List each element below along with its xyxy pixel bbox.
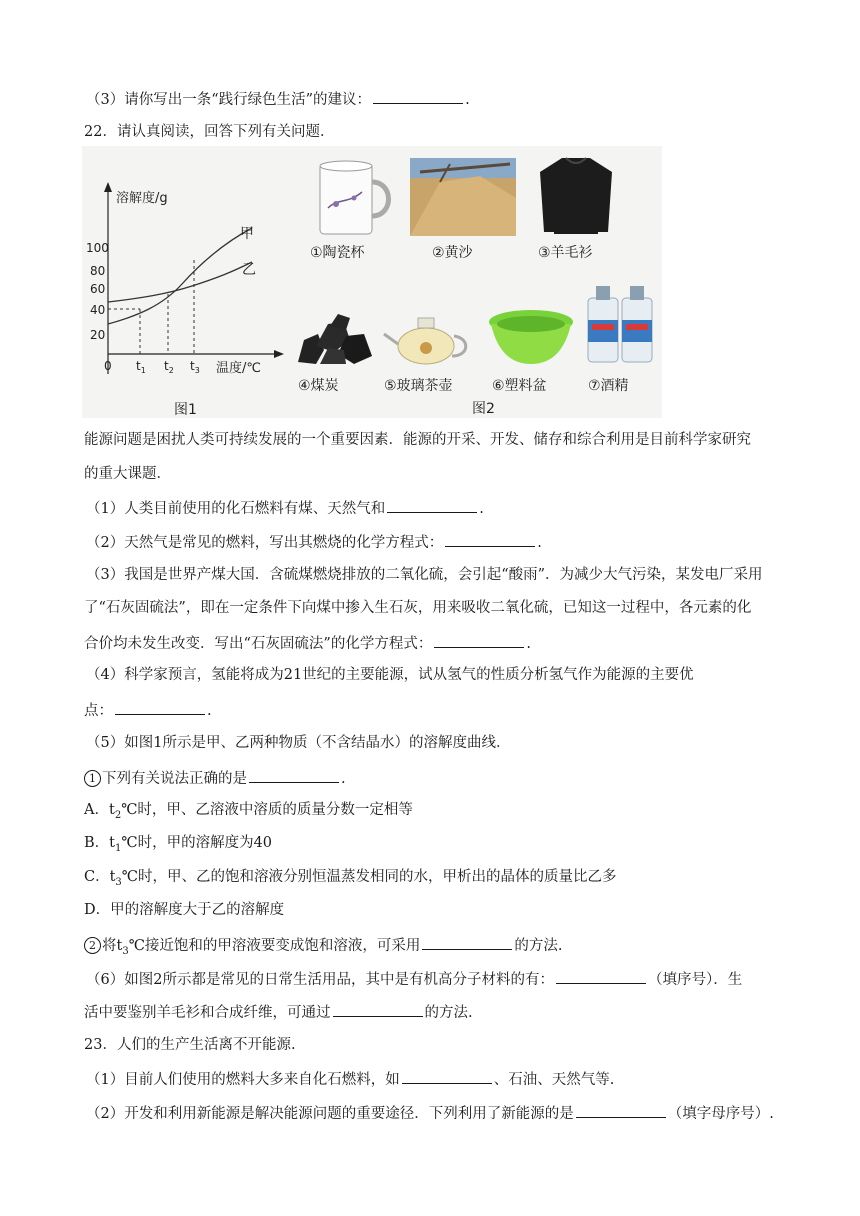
option-b[interactable]: B．$t_1℃$时，甲的溶解度为40: [84, 835, 273, 854]
part-4-line-1: （4）科学家预言，氢能将成为21世纪的主要能源，试从氢气的性质分析氢气作为能源的主要优: [86, 667, 694, 683]
y-tick-80: 80: [90, 264, 106, 278]
answer-blank[interactable]: [333, 1001, 423, 1017]
circled-number: 1: [84, 770, 101, 787]
figure1-caption: 图1: [174, 402, 197, 418]
y-tick-20: 20: [90, 328, 106, 342]
sweater-image: [536, 154, 616, 236]
y-tick-40: 40: [90, 303, 106, 317]
origin-label: 0: [104, 359, 112, 373]
x-tick-t3: $t_3$: [190, 359, 200, 375]
x-tick-t1: $t_1$: [136, 359, 146, 375]
part-1: （1）人类目前使用的化石燃料有煤、天然气和 .: [86, 497, 484, 519]
answer-blank[interactable]: [434, 632, 524, 648]
glass-teapot-image: [382, 308, 472, 368]
answer-blank[interactable]: [387, 497, 477, 513]
part-5-question-1: 1 下列有关说法正确的是 .: [84, 767, 346, 789]
answer-blank[interactable]: [249, 767, 339, 783]
option-a[interactable]: A．$t_2℃$时，甲、乙溶液中溶质的质量分数一定相等: [84, 802, 413, 821]
plastic-basin-image: [486, 308, 576, 366]
item-label-3: ③羊毛衫: [538, 245, 593, 261]
y-tick-60: 60: [90, 282, 106, 296]
part-3-line-2: 了“石灰固硫法”，即在一定条件下向煤中掺入生石灰，用来吸收二氧化硫，已知这一过程中，各元素的化: [84, 600, 752, 616]
curve-jia: [108, 228, 252, 324]
part-3-line-3: 合价均未发生改变．写出“石灰固硫法”的化学方程式： .: [84, 632, 531, 654]
x-axis-label: 温度/℃: [216, 361, 261, 376]
solubility-chart: [82, 146, 302, 418]
q23-part-2: （2）开发和利用新能源是解决能源问题的重要途径．下列利用了新能源的是 （填字母序号）.: [86, 1102, 774, 1124]
answer-blank[interactable]: [445, 531, 535, 547]
answer-blank[interactable]: [576, 1102, 666, 1118]
figure2-caption: 图2: [472, 401, 495, 417]
item-label-6: ⑥塑料盆: [492, 378, 547, 394]
y-axis-label: 溶解度/g: [116, 191, 168, 206]
sand-image: [410, 158, 516, 236]
answer-blank[interactable]: [373, 88, 463, 104]
ceramic-cup-image: [316, 158, 396, 238]
item-label-1: ①陶瓷杯: [310, 245, 365, 261]
circled-number: 2: [84, 937, 101, 954]
series-label-jia: 甲: [240, 226, 254, 242]
option-c[interactable]: C．$t_3℃$时，甲、乙的饱和溶液分别恒温蒸发相同的水，甲析出的晶体的质量比乙多: [84, 869, 617, 888]
item-label-5: ⑤玻璃茶壶: [384, 378, 453, 394]
answer-blank[interactable]: [422, 934, 512, 950]
curve-yi: [108, 262, 252, 302]
part-5: （5）如图1所示是甲、乙两种物质（不含结晶水）的溶解度曲线．: [86, 735, 511, 751]
coal-image: [294, 306, 376, 366]
series-label-yi: 乙: [242, 262, 256, 278]
part-4-line-2: 点： .: [84, 699, 212, 721]
option-d[interactable]: D．甲的溶解度大于乙的溶解度: [84, 902, 285, 918]
answer-blank[interactable]: [556, 968, 646, 984]
part-6-line-1: （6）如图2所示都是常见的日常生活用品，其中是有机高分子材料的有： （填序号）．生: [86, 968, 742, 990]
y-tick-100: 100: [86, 241, 109, 255]
item-label-2: ②黄沙: [432, 245, 473, 261]
item-label-4: ④煤炭: [298, 378, 339, 394]
q23-title: 23．人们的生产生活离不开能源.: [84, 1037, 296, 1053]
q22-title: 22．请认真阅读，回答下列有关问题．: [84, 124, 335, 140]
intro-line-1: 能源问题是困扰人类可持续发展的一个重要因素．能源的开采、开发、储存和综合利用是目前科学家研究: [84, 432, 751, 448]
part-2: （2）天然气是常见的燃料，写出其燃烧的化学方程式： .: [86, 531, 542, 553]
intro-line-2: 的重大课题．: [84, 466, 171, 482]
part-6-line-2: 活中要鉴别羊毛衫和合成纤维，可通过 的方法.: [84, 1001, 473, 1023]
alcohol-bottles-image: [582, 280, 658, 366]
q21-part3: （3）请你写出一条“践行绿色生活”的建议： .: [86, 88, 470, 110]
answer-blank[interactable]: [115, 699, 205, 715]
figure-panel: [82, 146, 662, 418]
item-label-7: ⑦酒精: [588, 378, 629, 394]
q23-part-1: （1）目前人们使用的燃料大多来自化石燃料，如 、石油、天然气等.: [86, 1068, 614, 1090]
part-5-question-2: 2 将$t_3℃$接近饱和的甲溶液要变成饱和溶液，可采用 的方法.: [84, 934, 563, 962]
part-3-line-1: （3）我国是世界产煤大国．含硫煤燃烧排放的二氧化硫，会引起“酸雨”．为减少大气污染，某发电厂采用: [86, 567, 763, 583]
x-tick-t2: $t_2$: [164, 359, 174, 375]
answer-blank[interactable]: [402, 1068, 492, 1084]
